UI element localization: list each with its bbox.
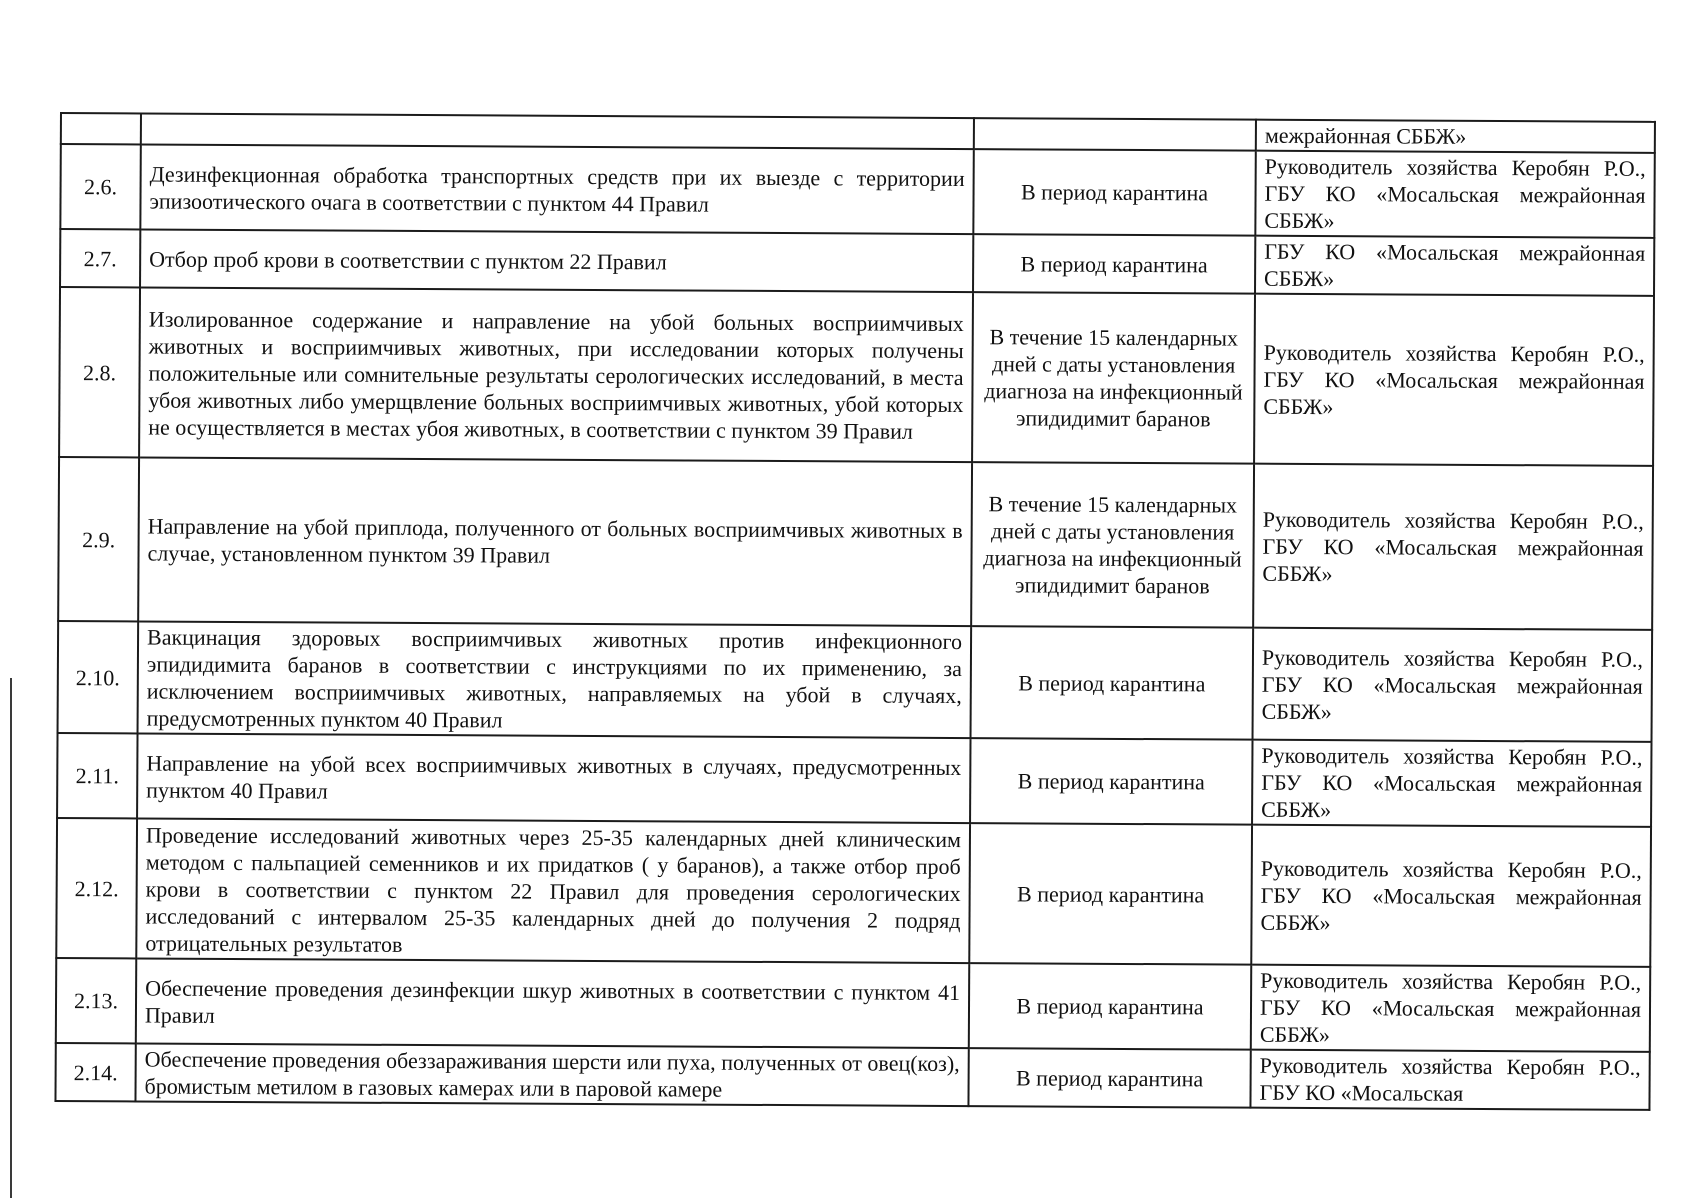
row-number: 2.12. xyxy=(56,818,137,958)
activity-cell: Изолированное содержание и направление на убой больных восприимчивых животных и восприимчивых животных, при исследовании которых получены положительные или сомнительные результаты серологических исследований, в места убоя животных либо умерщвление больных восприимчивых животных, убой которых не осуществляется в местах убоя животных, в соответствии с пунктом 39 Правил xyxy=(139,287,973,462)
table-row xyxy=(55,1043,1649,1110)
responsible-cell xyxy=(1250,1050,1649,1110)
term-cell: В течение 15 календарных дней с даты установления диагноза на инфекционный эпидидимит баранов xyxy=(972,292,1255,464)
activity-cell xyxy=(135,1043,968,1106)
table-row xyxy=(56,958,1650,1052)
row-number: 2.8. xyxy=(59,287,140,457)
responsible-cell: межрайонная СББЖ» xyxy=(1256,120,1655,153)
row-number: 2.13. xyxy=(56,958,136,1043)
row-number: 2.14. xyxy=(55,1043,135,1101)
activity-cell: Обеспечение проведения дезинфекции шкур животных в соответствии с пунктом 41 Правил xyxy=(136,958,969,1048)
term-cell: В период карантина xyxy=(969,823,1252,965)
table-row xyxy=(57,733,1651,827)
responsible-text: Руководитель хозяйства Керобян Р.О., ГБУ КО «Мосальская xyxy=(1259,1052,1641,1106)
responsible-cell: Руководитель хозяйства Керобян Р.О., ГБУ КО «Мосальская межрайонная СББЖ» xyxy=(1255,151,1654,238)
row-number: 2.6. xyxy=(60,144,140,229)
term-cell: В период карантина xyxy=(973,149,1255,236)
activity-text: Обеспечение проведения обеззараживания шерсти или пуха, полученных от овец(коз), бромистым метилом в газовых камерах или в паровой камере xyxy=(144,1046,960,1102)
activity-cell: Вакцинация здоровых восприимчивых животных против инфекционного эпидидимита баранов в соответствии с инструкциями по их применению, за исключением восприимчивых животных, направляемых на убой в случаях, предусмотренных пунктом 40 Правил xyxy=(138,621,972,738)
row-number: 2.11. xyxy=(57,733,137,818)
row-number: 2.7. xyxy=(60,229,140,287)
responsible-cell: Руководитель хозяйства Керобян Р.О., ГБУ КО «Мосальская межрайонная СББЖ» xyxy=(1253,464,1653,630)
table-row xyxy=(58,457,1653,630)
activity-cell: Направление на убой всех восприимчивых животных в случаях, предусмотренных пунктом 40 Правил xyxy=(137,733,970,823)
term-cell xyxy=(974,118,1256,151)
term-cell: В период карантина xyxy=(968,1048,1250,1108)
term-cell: В период карантина xyxy=(973,234,1255,294)
activity-cell: Отбор проб крови в соответствии с пунктом 22 Правил xyxy=(140,229,973,292)
row-number xyxy=(61,113,141,144)
activity-cell xyxy=(141,113,974,149)
activity-cell: Направление на убой приплода, полученного от больных восприимчивых животных в случае, установленном пунктом 39 Правил xyxy=(138,457,972,626)
row-number: 2.10. xyxy=(58,621,139,733)
table-row xyxy=(58,621,1653,742)
term-cell: В течение 15 календарных дней с даты установления диагноза на инфекционный эпидидимит баранов xyxy=(971,462,1254,628)
table-row xyxy=(60,229,1654,296)
table-row xyxy=(60,144,1654,238)
responsible-cell: ГБУ КО «Мосальская межрайонная СББЖ» xyxy=(1255,236,1654,296)
responsible-cell: Руководитель хозяйства Керобян Р.О., ГБУ КО «Мосальская межрайонная СББЖ» xyxy=(1253,628,1653,742)
measures-table xyxy=(54,112,1656,1111)
responsible-cell: Руководитель хозяйства Керобян Р.О., ГБУ КО «Мосальская межрайонная СББЖ» xyxy=(1251,825,1651,967)
term-cell: В период карантина xyxy=(970,738,1252,825)
scan-edge-mark xyxy=(10,678,12,1198)
activity-cell: Проведение исследований животных через 25-35 календарных дней клиническим методом с пальпацией семенников и их придатков ( у баранов), а также отбор проб крови в соответствии с пунктом 22 Правил для проведения серологических исследований с интервалом 25-35 календарных дней до получения 2 подряд отрицательных результатов xyxy=(136,818,970,963)
term-cell: В период карантина xyxy=(969,963,1251,1050)
responsible-cell: Руководитель хозяйства Керобян Р.О., ГБУ КО «Мосальская межрайонная СББЖ» xyxy=(1252,740,1651,827)
row-number: 2.9. xyxy=(58,457,139,621)
responsible-cell: Руководитель хозяйства Керобян Р.О., ГБУ КО «Мосальская межрайонная СББЖ» xyxy=(1251,965,1650,1052)
activity-cell: Дезинфекционная обработка транспортных средств при их выезде с территории эпизоотического очага в соответствии с пунктом 44 Правил xyxy=(140,144,973,234)
responsible-cell: Руководитель хозяйства Керобян Р.О., ГБУ КО «Мосальская межрайонная СББЖ» xyxy=(1254,294,1654,466)
term-cell: В период карантина xyxy=(971,626,1254,740)
table-row xyxy=(56,818,1651,967)
table-row xyxy=(59,287,1654,466)
